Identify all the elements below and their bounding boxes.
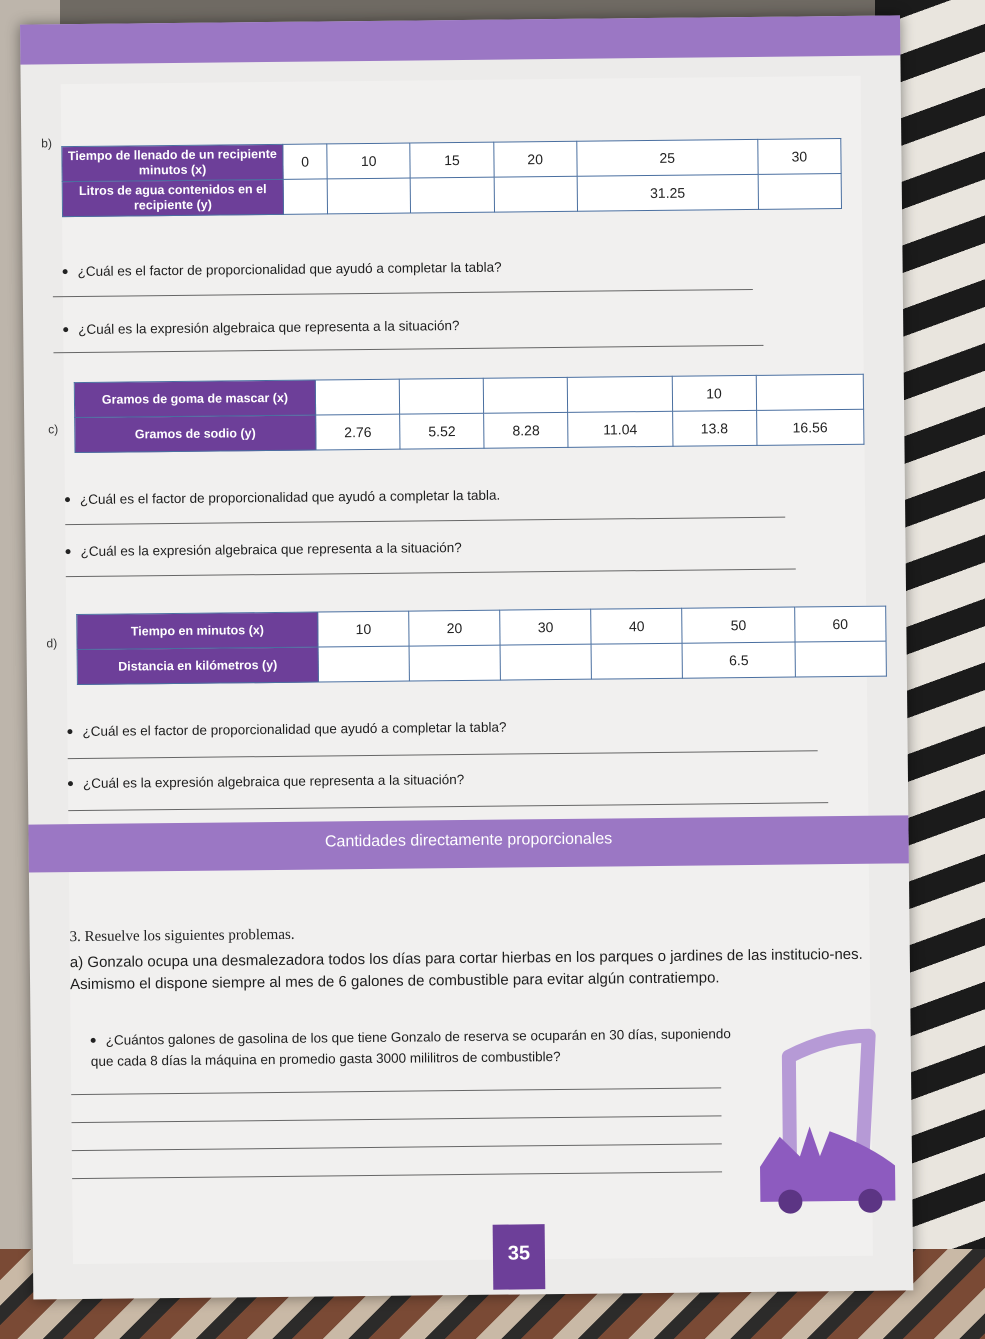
question-text: ¿Cuál es el factor de proporcionalidad que ayudó a completar la tabla?	[77, 259, 502, 280]
question-text: ¿Cuántos galones de gasolina de los que tiene Gonzalo de reserva se ocuparán en 30 días, suponiendo que cada 8 días la máquina en promedio gasta 3000 mililitros de combustible?	[90, 1026, 731, 1069]
table-d-row2-header: Distancia en kilómetros (y)	[77, 647, 318, 685]
table-c	[74, 374, 865, 453]
table-c-row1-header: Gramos de goma de mascar (x)	[74, 380, 315, 418]
table-b-cell[interactable]: 30	[758, 139, 842, 175]
table-c-cell[interactable]: 11.04	[568, 411, 673, 447]
table-d-cell[interactable]: 50	[682, 607, 795, 643]
table-b-cell[interactable]: 15	[410, 142, 494, 178]
page-header-band	[20, 15, 900, 64]
table-d-cell[interactable]: 6.5	[682, 642, 795, 678]
banner-title: Cantidades directamente proporcionales	[324, 830, 613, 851]
table-c-cell[interactable]: 2.76	[316, 414, 400, 450]
table-c-row2-header: Gramos de sodio (y)	[75, 415, 316, 453]
question-text: ¿Cuál es la expresión algebraica que representa a la situación?	[82, 771, 465, 791]
table-c-cell[interactable]: 10	[672, 375, 756, 411]
table-c-cell[interactable]	[483, 377, 567, 413]
question-text: ¿Cuál es la expresión algebraica que representa a la situación?	[80, 540, 462, 560]
section-label-d: d)	[46, 636, 58, 651]
table-d-cell[interactable]: 40	[591, 608, 682, 644]
table-b	[61, 138, 842, 217]
table-c-cell[interactable]	[399, 378, 483, 414]
question-text: ¿Cuál es la expresión algebraica que representa a la situación?	[78, 318, 460, 338]
problem-statement: a) Gonzalo ocupa una desmalezadora todos los días para cortar hierbas en los parques o jardines de las institucio-nes. Asimismo el dispone siempre al mes de 6 galones de combustible para evitar algún contratiempo.	[69, 945, 863, 994]
table-d-cell[interactable]: 20	[409, 610, 500, 646]
table-d-cell[interactable]	[409, 645, 500, 681]
table-b-cell[interactable]: 25	[577, 139, 758, 176]
table-d-cell[interactable]: 60	[795, 606, 887, 642]
question-text: ¿Cuál es el factor de proporcionalidad que ayudó a completar la tabla.	[79, 487, 501, 508]
table-b-cell[interactable]: 31.25	[577, 174, 758, 211]
table-d-cell[interactable]	[318, 646, 409, 682]
table-c-cell[interactable]	[756, 374, 864, 410]
table-d-cell[interactable]: 30	[500, 609, 591, 645]
table-d-cell[interactable]	[795, 641, 887, 677]
section-label-c: c)	[48, 422, 59, 437]
table-c-cell[interactable]	[315, 379, 399, 415]
lawn-mower-illustration	[748, 1015, 900, 1217]
workbook-page	[20, 15, 913, 1299]
table-d-cell[interactable]	[500, 644, 591, 680]
page-number: 35	[493, 1224, 546, 1290]
problem-question	[91, 1023, 751, 1072]
table-b-cell[interactable]	[758, 174, 842, 210]
section-label-b: b)	[41, 136, 53, 151]
table-d	[76, 606, 887, 685]
table-d-cell[interactable]	[591, 643, 682, 679]
table-d-cell[interactable]: 10	[318, 611, 409, 647]
table-b-row2-header: Litros de agua contenidos en el recipiente (y)	[62, 179, 283, 216]
table-b-row1-header: Tiempo de llenado de un recipiente minutos (x)	[62, 144, 283, 181]
table-b-cell[interactable]	[494, 176, 578, 212]
table-c-cell[interactable]: 8.28	[484, 412, 568, 448]
table-d-row1-header: Tiempo en minutos (x)	[77, 612, 318, 650]
table-b-cell[interactable]: 0	[283, 144, 328, 179]
table-b-cell[interactable]	[283, 179, 328, 214]
table-c-cell[interactable]: 5.52	[400, 413, 484, 449]
table-b-cell[interactable]	[327, 178, 411, 214]
table-c-cell[interactable]: 13.8	[672, 410, 756, 446]
table-b-cell[interactable]: 20	[493, 141, 577, 177]
question-text: ¿Cuál es el factor de proporcionalidad que ayudó a completar la tabla?	[82, 719, 507, 739]
table-b-cell[interactable]	[411, 177, 495, 213]
table-b-cell[interactable]: 10	[327, 143, 411, 179]
table-c-cell[interactable]	[568, 376, 673, 412]
table-c-cell[interactable]: 16.56	[756, 409, 864, 445]
problem-title: 3. Resuelve los siguientes problemas.	[69, 926, 295, 946]
